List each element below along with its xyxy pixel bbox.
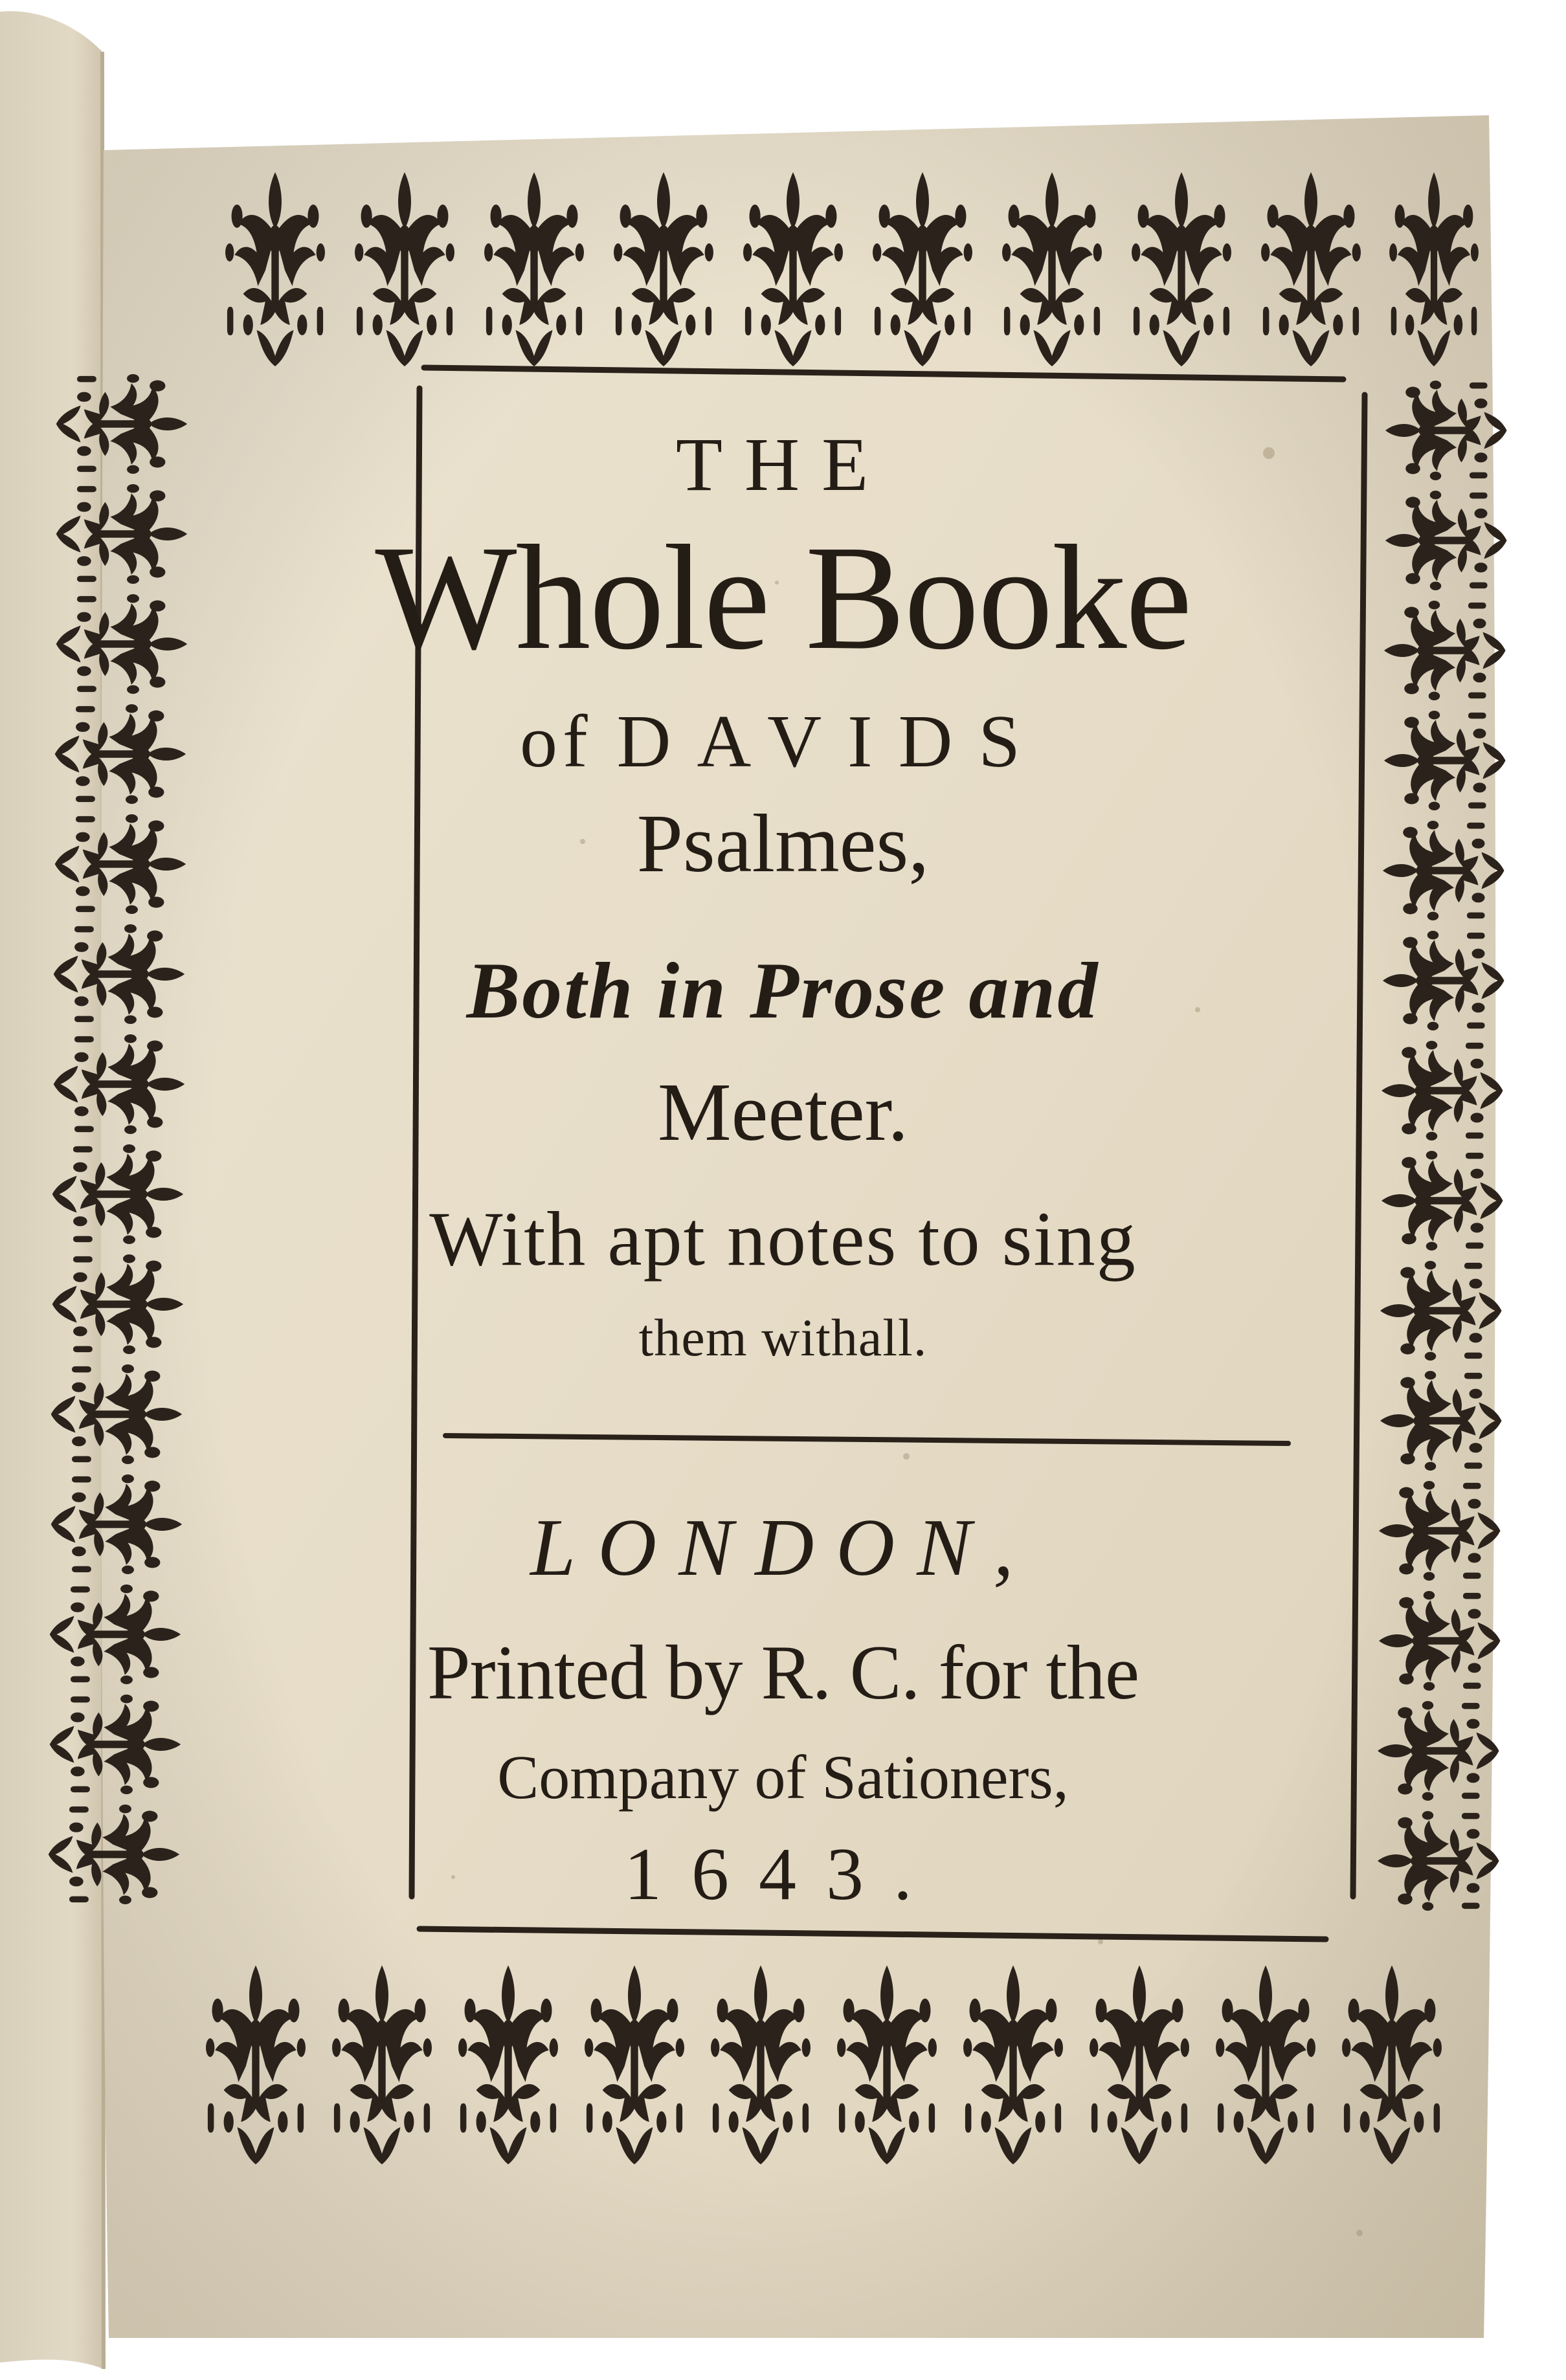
title-whole-booke: Whole Booke <box>375 515 1191 681</box>
imprint-printed-by: Printed by R. C. for the <box>427 1629 1139 1715</box>
subtitle-with-apt-notes: With apt notes to sing <box>429 1196 1137 1282</box>
title-psalmes: Psalmes, <box>636 797 930 889</box>
subtitle-both-in-prose: Both in Prose and <box>466 946 1100 1035</box>
title-of: of <box>520 700 617 783</box>
title-the: THE <box>675 422 891 507</box>
subtitle-them-withall: them withall. <box>638 1308 928 1367</box>
imprint-year: 1643. <box>624 1833 942 1916</box>
imprint-london: LONDON, <box>530 1503 1036 1593</box>
subtitle-meeter: Meeter. <box>657 1066 909 1158</box>
title-davids: DAVIDS <box>616 700 1046 783</box>
imprint-company: Company of Sationers, <box>497 1742 1069 1812</box>
title-of-davids <box>0 699 1566 785</box>
